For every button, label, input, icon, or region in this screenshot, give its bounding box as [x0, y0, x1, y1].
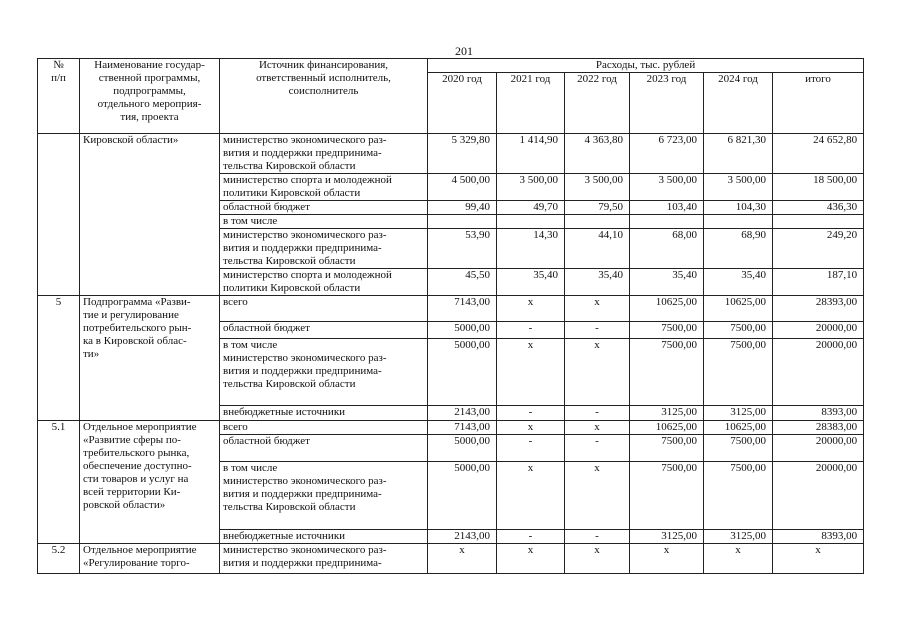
year-value-cell: - [497, 322, 565, 339]
year-value-cell: 7500,00 [630, 339, 704, 406]
row-number: 5.2 [38, 544, 80, 574]
year-value-cell: 2143,00 [428, 406, 497, 421]
funding-source: министерство спорта и молодежной политики Кировской области [220, 269, 428, 296]
total-cell: 8393,00 [773, 530, 864, 544]
year-value-cell [704, 215, 773, 229]
year-value-cell: - [565, 406, 630, 421]
funding-source: внебюджетные источники [220, 406, 428, 421]
year-value-cell: 6 821,30 [704, 134, 773, 174]
year-value-cell: 7143,00 [428, 296, 497, 322]
year-value-cell: x [630, 544, 704, 574]
year-value-cell: - [565, 322, 630, 339]
year-value-cell: 10625,00 [704, 296, 773, 322]
funding-source: в том числе министерство экономического раз- вития и поддержки предпринима- тельства Кировской области [220, 462, 428, 530]
year-value-cell: x [428, 544, 497, 574]
year-value-cell: 7500,00 [704, 339, 773, 406]
year-value-cell: 35,40 [704, 269, 773, 296]
funding-source: областной бюджет [220, 201, 428, 215]
year-value-cell: x [497, 462, 565, 530]
year-value-cell: 7500,00 [704, 322, 773, 339]
total-cell: 20000,00 [773, 462, 864, 530]
total-cell: 436,30 [773, 201, 864, 215]
year-value-cell: x [497, 339, 565, 406]
year-value-cell: 5 329,80 [428, 134, 497, 174]
funding-source: областной бюджет [220, 435, 428, 462]
year-value-cell: 7500,00 [704, 462, 773, 530]
year-value-cell: 5000,00 [428, 322, 497, 339]
total-cell: 20000,00 [773, 339, 864, 406]
program-name: Отдельное мероприятие «Регулирование торго- [80, 544, 220, 574]
year-value-cell: 49,70 [497, 201, 565, 215]
year-value-cell: x [704, 544, 773, 574]
year-value-cell [428, 215, 497, 229]
year-value-cell: x [565, 296, 630, 322]
year-value-cell [497, 215, 565, 229]
funding-source: министерство экономического раз- вития и поддержки предпринима- [220, 544, 428, 574]
budget-table [37, 58, 864, 574]
funding-source: в том числе [220, 215, 428, 229]
year-value-cell: 6 723,00 [630, 134, 704, 174]
year-value-cell: - [497, 435, 565, 462]
year-value-cell: 10625,00 [630, 421, 704, 435]
total-cell: x [773, 544, 864, 574]
total-cell: 8393,00 [773, 406, 864, 421]
funding-source: внебюджетные источники [220, 530, 428, 544]
year-value-cell: - [565, 530, 630, 544]
year-value-cell: - [497, 530, 565, 544]
year-value-cell: - [565, 435, 630, 462]
funding-source: областной бюджет [220, 322, 428, 339]
year-value-cell: x [565, 339, 630, 406]
year-value-cell: 3125,00 [630, 406, 704, 421]
total-cell: 24 652,80 [773, 134, 864, 174]
funding-source: министерство экономического раз- вития и поддержки предпринима- тельства Кировской области [220, 134, 428, 174]
funding-source: всего [220, 421, 428, 435]
year-value-cell: x [497, 296, 565, 322]
funding-source: министерство экономического раз- вития и поддержки предпринима- тельства Кировской области [220, 229, 428, 269]
year-value-cell: 10625,00 [630, 296, 704, 322]
header-expenses: Расходы, тыс. рублей [428, 59, 864, 73]
header-year: 2024 год [704, 73, 773, 134]
year-value-cell: 14,30 [497, 229, 565, 269]
total-cell: 187,10 [773, 269, 864, 296]
year-value-cell: 3 500,00 [630, 174, 704, 201]
row-number: 5.1 [38, 421, 80, 544]
program-name: Кировской области» [80, 134, 220, 296]
year-value-cell: x [497, 421, 565, 435]
year-value-cell: 35,40 [497, 269, 565, 296]
year-value-cell: 7500,00 [630, 462, 704, 530]
total-cell [773, 215, 864, 229]
year-value-cell: 7143,00 [428, 421, 497, 435]
row-number: 5 [38, 296, 80, 421]
header-year: 2022 год [565, 73, 630, 134]
year-value-cell: x [565, 421, 630, 435]
year-value-cell: 104,30 [704, 201, 773, 215]
table-row [38, 421, 864, 435]
year-value-cell: 3 500,00 [704, 174, 773, 201]
year-value-cell: 68,90 [704, 229, 773, 269]
funding-source: всего [220, 296, 428, 322]
year-value-cell: 3 500,00 [497, 174, 565, 201]
year-value-cell: 7500,00 [630, 435, 704, 462]
funding-source: в том числе министерство экономического раз- вития и поддержки предпринима- тельства Кировской области [220, 339, 428, 406]
program-name: Отдельное мероприятие «Развитие сферы по- требительского рынка, обеспечение доступно- сти товаров и услуг на всей территории Ки- ровской области» [80, 421, 220, 544]
year-value-cell: x [565, 462, 630, 530]
header-name: Наименование государ- ственной программы, подпрограммы, отдельного мероприя- тия, проекта [80, 59, 220, 134]
year-value-cell: 35,40 [565, 269, 630, 296]
year-value-cell: 45,50 [428, 269, 497, 296]
year-value-cell: 4 363,80 [565, 134, 630, 174]
year-value-cell: 10625,00 [704, 421, 773, 435]
header-year: 2020 год [428, 73, 497, 134]
year-value-cell: 5000,00 [428, 435, 497, 462]
year-value-cell: 53,90 [428, 229, 497, 269]
year-value-cell: 68,00 [630, 229, 704, 269]
year-value-cell: 3125,00 [704, 406, 773, 421]
header-total: итого [773, 73, 864, 134]
total-cell: 249,20 [773, 229, 864, 269]
total-cell: 20000,00 [773, 435, 864, 462]
year-value-cell: 4 500,00 [428, 174, 497, 201]
table-body [38, 134, 864, 574]
year-value-cell: 7500,00 [630, 322, 704, 339]
year-value-cell: 79,50 [565, 201, 630, 215]
year-value-cell: - [497, 406, 565, 421]
year-value-cell: 35,40 [630, 269, 704, 296]
header-year: 2021 год [497, 73, 565, 134]
year-value-cell: 44,10 [565, 229, 630, 269]
total-cell: 18 500,00 [773, 174, 864, 201]
table-row [38, 544, 864, 574]
total-cell: 28383,00 [773, 421, 864, 435]
table-row [38, 296, 864, 322]
table-header [38, 59, 864, 134]
row-number [38, 134, 80, 296]
page-number: 201 [455, 44, 473, 58]
header-year: 2023 год [630, 73, 704, 134]
year-value-cell: x [497, 544, 565, 574]
year-value-cell: 3125,00 [630, 530, 704, 544]
year-value-cell: x [565, 544, 630, 574]
year-value-cell: 2143,00 [428, 530, 497, 544]
header-source: Источник финансирования, ответственный исполнитель, соисполнитель [220, 59, 428, 134]
program-name: Подпрограмма «Разви- тие и регулирование потребительского рын- ка в Кировской облас- ти» [80, 296, 220, 421]
year-value-cell: 99,40 [428, 201, 497, 215]
year-value-cell [630, 215, 704, 229]
year-value-cell [565, 215, 630, 229]
header-num: № п/п [38, 59, 80, 134]
year-value-cell: 5000,00 [428, 339, 497, 406]
funding-source: министерство спорта и молодежной политики Кировской области [220, 174, 428, 201]
year-value-cell: 1 414,90 [497, 134, 565, 174]
table-row [38, 134, 864, 174]
year-value-cell: 5000,00 [428, 462, 497, 530]
year-value-cell: 3 500,00 [565, 174, 630, 201]
year-value-cell: 7500,00 [704, 435, 773, 462]
year-value-cell: 3125,00 [704, 530, 773, 544]
total-cell: 28393,00 [773, 296, 864, 322]
total-cell: 20000,00 [773, 322, 864, 339]
year-value-cell: 103,40 [630, 201, 704, 215]
